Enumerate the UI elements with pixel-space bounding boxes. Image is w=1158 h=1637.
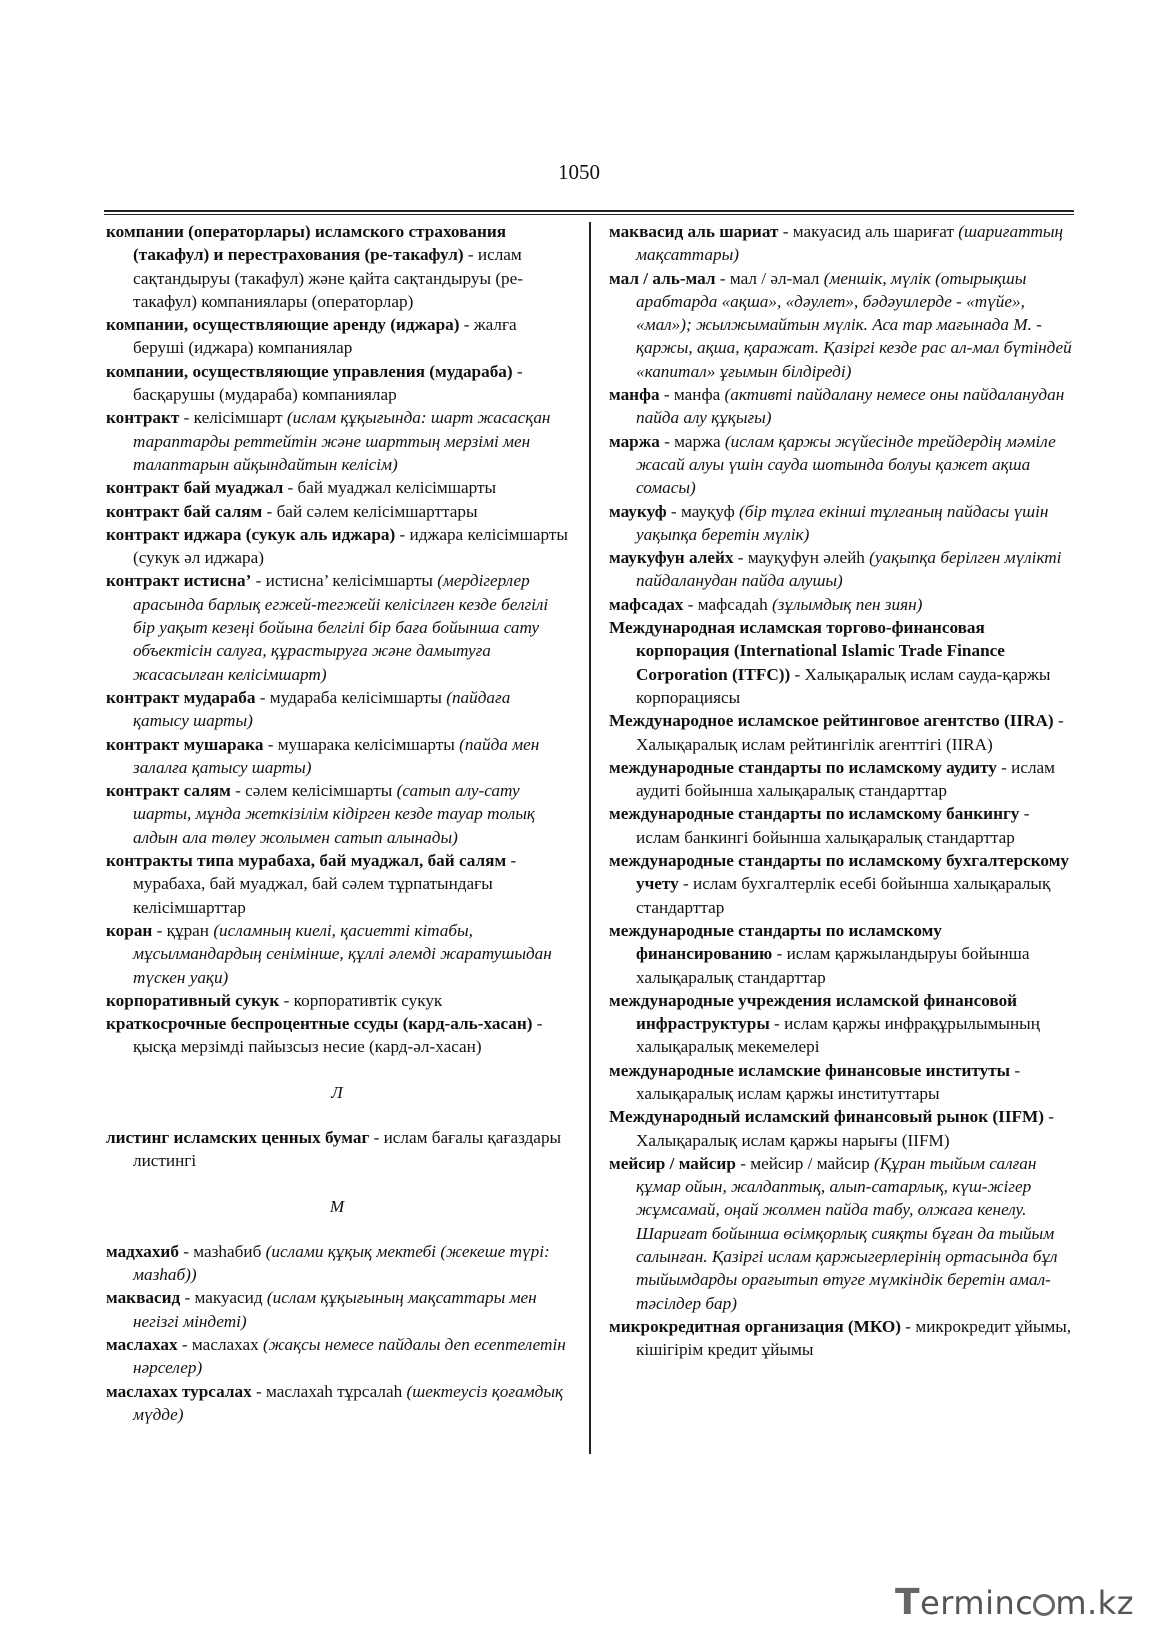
entry-term: Международный исламский финансовый рынок (IIFM) (609, 1107, 1044, 1127)
dictionary-entry (609, 1315, 1075, 1362)
entry-term: контракт мушарака (106, 734, 264, 754)
entry-definition: - истисна’ келісімшарты (251, 571, 438, 591)
entry-term: маслахах турсалах (106, 1381, 252, 1401)
entry-term: маржа (609, 431, 660, 451)
dictionary-entry (106, 569, 568, 685)
entry-definition: - келісімшарт (179, 408, 287, 428)
entry-definition: - құран (152, 920, 214, 940)
entry-note: (ислам қаржы жүйесінде трейдердің мәміле жасай алуы үшін сауда шотында болуы қажет ақша сомасы) (636, 431, 1056, 498)
entry-term: компании (операторлары) исламского страхования (такафул) и перестрахования (ре-такафул) (106, 222, 507, 265)
entry-definition: - халықаралық ислам қаржы институттары (636, 1060, 1021, 1103)
dictionary-entry (106, 919, 568, 989)
entry-note: (уақыпқа берілген мүлікті пайдаланудан пайда алушы) (636, 548, 1062, 591)
entry-term: контракт иджара (сукук аль иджара) (106, 524, 396, 544)
dictionary-entry (609, 919, 1075, 989)
dictionary-entry (106, 686, 568, 733)
entry-note: (бір тұлға екінші тұлғаның пайдасы үшін уақыпқа беретін мүлік) (636, 501, 1049, 544)
entry-term: мал / аль-мал (609, 268, 716, 288)
entry-definition: - мурабаха, бай муаджал, бай сәлем тұрпатындағы келісімшарттар (133, 851, 517, 917)
entry-note: (активті пайдалану немесе оны пайдаланудан пайда алу құқығы) (636, 385, 1065, 428)
entry-note: (ислами құқық мектебі (жекеше түрі: мазһаб)) (133, 1241, 550, 1285)
entry-definition: - маслахаһ тұрсалаһ (251, 1381, 407, 1401)
entry-note: (мердігерлер арасында барлық егжей-тегжейі келісілген кезде белгілі бір уақыт кезеңі бойына белгілі бір баға бойынша сату объектісін салуға, құрастыруға және дамытуға жасасылған келісімшарт) (133, 571, 549, 684)
entry-term: компании, осуществляющие управления (мудараба) (106, 361, 513, 381)
entry-term: мафсадах (609, 594, 684, 614)
dictionary-entry (609, 709, 1075, 756)
entry-term: международные исламские финансовые институты (609, 1060, 1011, 1080)
dictionary-entry (609, 616, 1075, 709)
entry-definition: - ислам аудиті бойынша халықаралық стандарттар (636, 757, 1056, 801)
dictionary-entry (106, 406, 568, 476)
entry-definition: - қысқа мерзімді пайызсыз несие (кард-әл-хасан) (133, 1014, 543, 1057)
entry-term: маквасид (106, 1288, 181, 1308)
dictionary-entry (609, 220, 1075, 267)
dictionary-entry (106, 989, 568, 1012)
dictionary-entry (609, 546, 1075, 593)
dictionary-entry (609, 383, 1075, 430)
entry-term: Международная исламская торгово-финансовая корпорация (International Islamic Trade Finance Corporation (ITFC)) (609, 618, 1005, 684)
entry-definition: - маржа (659, 431, 725, 451)
left-column (106, 220, 568, 1426)
entry-definition: - ислам қаржы инфрақұрылымының халықаралық мекемелері (636, 1014, 1040, 1057)
entry-term: международные стандарты по исламскому банкингу (609, 804, 1020, 824)
section-letter-l: Л (331, 1082, 343, 1102)
entry-term: маслахах (106, 1335, 178, 1355)
header-rule (104, 210, 1074, 212)
dictionary-entry (106, 733, 568, 780)
entry-definition: - сәлем келісімшарты (230, 781, 397, 801)
entry-definition: - Халықаралық ислам рейтингілік агенттігі (IIRA) (636, 711, 1064, 754)
dictionary-entry (106, 313, 568, 360)
entry-term: микрокредитная организация (МКО) (609, 1316, 901, 1336)
dictionary-entry (609, 756, 1075, 803)
entry-term: международные стандарты по исламскому бухгалтерскому учету (609, 851, 1069, 894)
entry-definition: - Халықаралық ислам қаржы нарығы (IIFM) (636, 1107, 1054, 1150)
entry-definition: - макуасид (180, 1288, 267, 1308)
entries-l (106, 1126, 568, 1173)
termincom-logo: Terminc m.kz (895, 1582, 1134, 1623)
dictionary-entry (106, 1380, 568, 1427)
dictionary-entry (106, 1126, 568, 1173)
entry-definition: - мауқуфун әлейһ (733, 548, 870, 568)
entry-note: (Құран тыйым салған құмар ойын, жалдаптық, алып-сатарлық, күш-жігер жұмсамай, оңай жолмен пайда табу, олжаға кенелу. Шариғат бойынша өсімқорлық сияқты бұған да тыйым салынған. Қазіргі ислам қаржыгерлерінің ортасында бұл тыйымдарды орағытып өтуге мүмкіндік беретін амал-тәсілдер бар) (636, 1153, 1058, 1313)
entry-definition: - ислам қаржыландыруы бойынша халықаралық стандарттар (636, 944, 1030, 987)
dictionary-entry (106, 849, 568, 919)
entry-definition: - мазһабиб (178, 1241, 266, 1261)
entry-note: (пайда мен залалға қатысу шарты) (133, 734, 540, 777)
entry-term: международные учреждения исламской финансовой инфраструктуры (609, 990, 1018, 1034)
entry-term: мадхахиб (106, 1241, 179, 1261)
dictionary-entry (106, 779, 568, 849)
entry-term: манфа (609, 385, 660, 405)
entry-definition: - мудараба келісімшарты (255, 687, 447, 707)
entry-note: (жақсы немесе пайдалы деп есептелетін нәрселер) (133, 1335, 566, 1378)
entry-definition: - Халықаралық ислам сауда-қаржы корпорациясы (636, 664, 1051, 707)
entry-term: международные стандарты по исламскому финансированию (609, 920, 942, 964)
entry-definition: - маслахах (177, 1335, 264, 1355)
entry-term: компании, осуществляющие аренду (иджара) (106, 315, 460, 335)
entry-term: маукуфун алейх (609, 548, 734, 568)
entries-m-continued (609, 220, 1075, 1362)
entry-definition: - ислам бухгалтерлік есебі бойынша халықаралық стандарттар (636, 874, 1051, 917)
entry-note: (шектеусіз қоғамдық мүдде) (133, 1381, 564, 1424)
entry-definition: - мауқуф (666, 501, 739, 521)
entry-definition: - микрокредит ұйымы, кішігірім кредит ұйымы (636, 1316, 1072, 1360)
entries-k (106, 220, 568, 1059)
entry-term: краткосрочные беспроцентные ссуды (кард-аль-хасан) (106, 1014, 533, 1034)
entry-term: корпоративный сукук (106, 990, 280, 1010)
page-number: 1050 (558, 160, 600, 184)
dictionary-entry (106, 1012, 568, 1059)
entry-note: (ислам құқығында: шарт жасасқан тараптарды реттейтін және шарттың мерзімі мен талаптарын айқындайтын келісім) (133, 408, 551, 474)
entry-note: (зұлымдық пен зиян) (771, 594, 923, 614)
dictionary-entry (609, 1059, 1075, 1106)
dictionary-entry (106, 360, 568, 407)
section-letter-m: М (329, 1196, 345, 1216)
entry-term: контракт истисна’ (106, 571, 252, 591)
entry-definition: - бай муаджал келісімшарты (283, 478, 497, 498)
dictionary-entry (106, 523, 568, 570)
entry-term: Международное исламское рейтинговое агентство (IIRA) (609, 711, 1054, 731)
dictionary-entry (106, 1286, 568, 1333)
entry-term: листинг исламских ценных бумаг (106, 1127, 370, 1147)
entry-note: (исламның киелі, қасиетті кітабы, мұсылмандардың сенімінше, құллі әлемді жаратушыдан түскен уақи) (133, 920, 552, 987)
entry-term: маквасид аль шариат (609, 222, 779, 241)
dictionary-entry (106, 500, 568, 523)
entry-note: (сатып алу-сату шарты, мұнда жеткізілім кідірген кезде тауар толық алдын ала төлеу жолымен сатып алынады) (133, 781, 535, 847)
entry-definition: - мейсир / майсир (735, 1153, 875, 1173)
entry-term: коран (106, 920, 153, 940)
entry-term: контракт мудараба (106, 687, 256, 707)
entry-term: контракт бай муаджал (106, 478, 284, 498)
entry-note: (шариғаттың мақсаттары) (636, 222, 1064, 265)
right-column (609, 220, 1075, 1362)
entry-note: (пайдаға қатысу шарты) (133, 687, 511, 731)
dictionary-entry (106, 476, 568, 499)
entry-term: международные стандарты по исламскому аудиту (609, 757, 997, 777)
entry-definition: - басқарушы (мудараба) компаниялар (133, 361, 523, 405)
dictionary-entry (609, 1152, 1075, 1315)
dictionary-entry (609, 267, 1075, 383)
entry-note: (меншік, мүлік (отырықшы арабтарда «ақша», «дәулет», бәдәуилерде - «түйе», «мал»); жылжымайтын мүлік. Аса тар мағынада М. - қаржы, ақша, қаражат. Қазіргі кезде рас ал-мал бүтіндей «капитал» ұғымын білдіреді) (636, 268, 1072, 381)
entry-term: контракт салям (106, 781, 231, 801)
entry-definition: - жалға беруші (иджара) компаниялар (133, 315, 517, 358)
entry-definition: - корпоративтік сукук (279, 990, 443, 1010)
dictionary-entry (609, 430, 1075, 500)
entry-term: маукуф (609, 501, 667, 521)
dictionary-entry (609, 1105, 1075, 1152)
column-divider (589, 222, 591, 1454)
dictionary-entry (106, 1240, 568, 1287)
entry-definition: - бай сәлем келісімшарттары (262, 501, 478, 521)
entry-definition: - ислам сақтандыруы (такафул) және қайта сақтандыруы (ре-такафул) компаниялары (операторлар) (133, 245, 523, 311)
entry-definition: - мафсадаһ (683, 594, 772, 614)
dictionary-entry (106, 220, 568, 313)
entry-definition: - иджара келісімшарты (сукук әл иджара) (133, 524, 568, 568)
entry-note: (ислам құқығының мақсаттары мен негізгі міндеті) (133, 1288, 537, 1331)
entry-definition: - мушарака келісімшарты (263, 734, 460, 754)
header-rule-thin (104, 214, 1074, 215)
dictionary-entry (609, 593, 1075, 616)
dictionary-entry (609, 500, 1075, 547)
entry-definition: - макуасид аль шариғат (778, 222, 959, 241)
entry-term: контракт (106, 408, 180, 428)
entry-definition: - ислам банкингі бойынша халықаралық стандарттар (636, 804, 1030, 847)
dictionary-entry (106, 1333, 568, 1380)
dictionary-entry (609, 802, 1075, 849)
entry-definition: - мал / әл-мал (715, 268, 824, 288)
entry-term: мейсир / майсир (609, 1153, 736, 1173)
dictionary-entry (609, 989, 1075, 1059)
entries-m (106, 1240, 568, 1426)
entry-definition: - ислам бағалы қағаздары листингі (133, 1127, 562, 1171)
dictionary-entry (609, 849, 1075, 919)
entry-term: контракт бай салям (106, 501, 263, 521)
entry-definition: - манфа (659, 385, 725, 405)
entry-term: контракты типа мурабаха, бай муаджал, бай салям (106, 851, 507, 871)
